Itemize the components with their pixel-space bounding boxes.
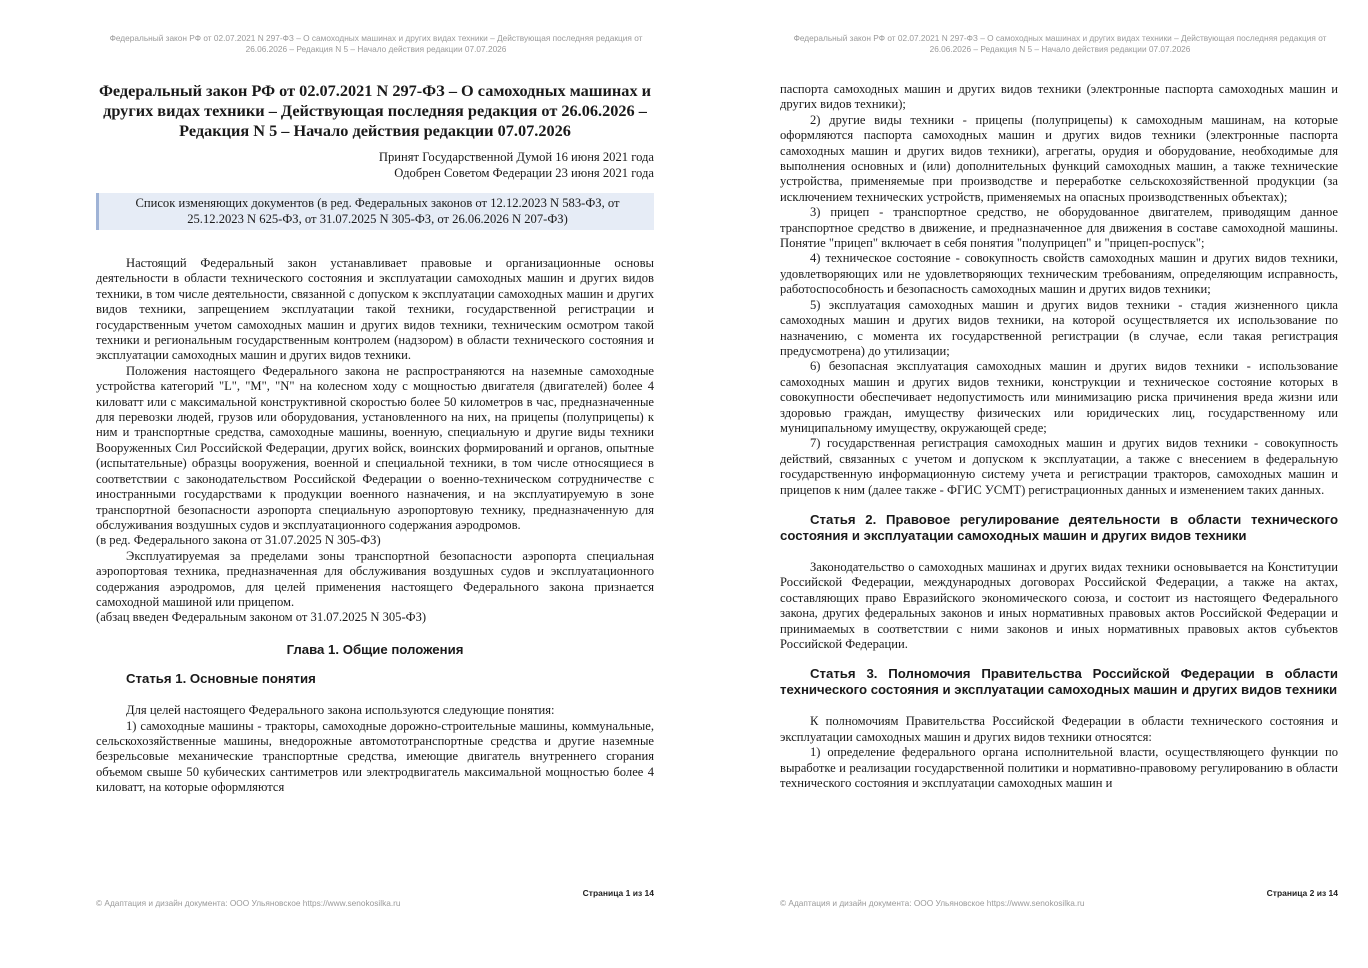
approved-line: Одобрен Советом Федерации 23 июня 2021 года [394,166,654,180]
article-paragraph: Для целей настоящего Федерального закона используются следующие понятия: [126,703,555,718]
footer-copyright: © Адаптация и дизайн документа: ООО Ульяновское https://www.senokosilka.ru [96,898,401,908]
article-paragraph: 4) техническое состояние - совокупность свойств самоходных машин и других видов техники, удовлетворяющих или не удовлетворяющих техническим требованиям, определяющим исправность, работоспособность и безопасность самоходных машин и других видов техники; [780,251,1338,297]
article-paragraph: 7) государственная регистрация самоходных машин и других видов техники - совокупность действий, связанных с учетом и допуском к эксплуатации, а также с внесением в федеральную государственную информационную систему учета и регистрации тракторов, самоходных машин и прицепов к ним (далее также - ФГИС УСМТ) регистрационных данных и изменением таких данных. [780,436,1338,497]
page-number: Страница 1 из 14 [582,888,654,898]
chapter-heading: Глава 1. Общие положения [286,641,464,657]
amendment-note: (абзац введен Федеральным законом от 31.07.2025 N 305-ФЗ) [96,610,427,625]
intro-paragraph: Эксплуатируемая за пределами зоны транспортной безопасности аэропорта специальная аэропортовая техника, предназначенная для обслуживания воздушных судов и эксплуатационного содержания аэродромов, для целей применения настоящего Федерального закона признается самоходной машиной или прицепом. [96,548,654,609]
article-heading: Статья 3. Полномочия Правительства Российской Федерации в области технического состояния и эксплуатации самоходных машин и других видов техники [780,666,1338,698]
article-paragraph: 6) безопасная эксплуатация самоходных машин и других видов техники - использование самоходных машин и других видов техники, конструкции и техническое состояние которых в совокупности обеспечивает недопустимость или минимизацию риска причинения вреда жизни или здоровью граждан, имуществу физических или юридических лиц, государственному или муниципальному имуществу, окружающей среде; [780,359,1338,435]
document-title: Федеральный закон РФ от 02.07.2021 N 297-ФЗ – О самоходных машинах и других видах техники – Действующая последняя редакция от 26.06.2026 – Редакция N 5 – Начало действия редакции 07.07.2026 [98,81,652,140]
article-paragraph: 5) эксплуатация самоходных машин и других видов техники - стадия жизненного цикла самоходных машин и других видов техники, на которой осуществляется их использование по назначению, с момента их государственной регистрации (в случае, если такая регистрация предусмотрена) до утилизации; [780,297,1338,358]
article-paragraph: 1) определение федерального органа исполнительной власти, осуществляющего функции по выработке и реализации государственной политики и нормативно-правовому регулированию в области технического состояния и эксплуатации самоходных машин и [780,745,1338,791]
article-paragraph: Законодательство о самоходных машинах и других видах техники основывается на Конституции Российской Федерации, международных договорах Российской Федерации, а также на актах, составляющих право Евразийского экономического союза, и состоит из настоящего Федерального закона, других федеральных законов и иных нормативных правовых актов Российской Федерации и принимаемых в соответствии с ними законов и иных нормативных правовых актов субъектов Российской Федерации. [780,559,1338,651]
running-header: Федеральный закон РФ от 02.07.2021 N 297-ФЗ – О самоходных машинах и других видах техники – Действующая последняя редакция от 26.06.2026 – Редакция N 5 – Начало действия редакции 07.07.2026 [793,33,1327,54]
amendment-note: (в ред. Федерального закона от 31.07.2025 N 305-ФЗ) [96,533,381,548]
page-number: Страница 2 из 14 [1266,888,1338,898]
article-paragraph: 2) другие виды техники - прицепы (полуприцепы) к самоходным машинам, на которые оформляются паспорта самоходных машин и других видов техники (электронные паспорта самоходных машин и других видов техники), агрегаты, орудия и оборудование, необходимые для выполнения основных и (или) дополнительных функций самоходных машин, а также технические устройства, применяемые при производстве и переработке сельскохозяйственной продукции (за исключением технических устройств, применяемых на опасных производственных объектах); [780,112,1338,204]
running-header: Федеральный закон РФ от 02.07.2021 N 297-ФЗ – О самоходных машинах и других видах техники – Действующая последняя редакция от 26.06.2026 – Редакция N 5 – Начало действия редакции 07.07.2026 [109,33,643,54]
article-heading: Статья 2. Правовое регулирование деятельности в области технического состояния и эксплуатации самоходных машин и других видов техники [780,511,1338,543]
page-body [780,82,1338,791]
intro-paragraph: Положения настоящего Федерального закона не распространяются на наземные самоходные устройства категорий "L", "M", "N" на колесном ходу с мощностью двигателя (двигателей) более 4 киловатт или с максимальной конструктивной скоростью более 50 километров в час, предназначенные для перевозки людей, грузов или оборудования, установленного на них, на прицепы (полуприцепы) к ним и транспортные средства, самоходные машины, военную, специальную и другие виды техники Вооруженных Сил Российской Федерации, других войск, воинских формирований и органов, опытные (испытательные) образцы вооружения, военной и специальной техники, в том числе относящиеся в соответствии с законодательством Российской Федерации о военно-техническом сотрудничестве с иностранными государствами к продукции военного назначения, и на эксплуатируемую в зоне транспортной безопасности аэропорта специальную аэропортовую технику, предназначенную для обслуживания воздушных судов и эксплуатационного содержания аэродромов. [96,363,654,532]
document-page-2 [684,0,1368,968]
article-paragraph: паспорта самоходных машин и других видов техники (электронные паспорта самоходных машин и других видов техники); [780,82,1338,112]
article-paragraph: 1) самоходные машины - тракторы, самоходные дорожно-строительные машины, коммунальные, сельскохозяйственные машины, внедорожные автомототранспортные средства и другие наземные безрельсовые механические транспортные средства, имеющие двигатель внутреннего сгорания объемом свыше 50 кубических сантиметров или электродвигатель максимальной мощностью более 4 киловатт, на которые оформляются [96,718,654,795]
page-body [96,81,654,796]
article-paragraph: 3) прицеп - транспортное средство, не оборудованное двигателем, приводящим данное транспортное средство в движение, и предназначенное для движения в составе самоходной машины. Понятие "прицеп" включает в себя понятия "полуприцеп" и "прицеп-роспуск"; [780,205,1338,251]
article-heading: Статья 1. Основные понятия [126,671,316,687]
article-paragraph: К полномочиям Правительства Российской Федерации в области технического состояния и эксплуатации самоходных машин и других видов техники относятся: [780,714,1338,744]
adopted-line: Принят Государственной Думой 16 июня 2021 года [378,150,654,164]
amendments-box: Список изменяющих документов (в ред. Федеральных законов от 12.12.2023 N 583-ФЗ, от 25.12.2023 N 625-ФЗ, от 31.07.2025 N 305-ФЗ, от 26.06.2026 N 207-ФЗ) [96,193,654,230]
footer-copyright: © Адаптация и дизайн документа: ООО Ульяновское https://www.senokosilka.ru [780,898,1085,908]
intro-paragraph: Настоящий Федеральный закон устанавливает правовые и организационные основы деятельности в области технического состояния и эксплуатации самоходных машин и других видов техники, в том числе деятельности, связанной с допуском к эксплуатации самоходных машин и других видов техники, запрещением эксплуатации такой техники, государственной регистрации и государственным учетом самоходных машин и других видов техники, техническим осмотром такой техники и региональным государственным контролем (надзором) в области технического состояния и эксплуатации самоходных машин и других видов техники. [96,256,654,363]
